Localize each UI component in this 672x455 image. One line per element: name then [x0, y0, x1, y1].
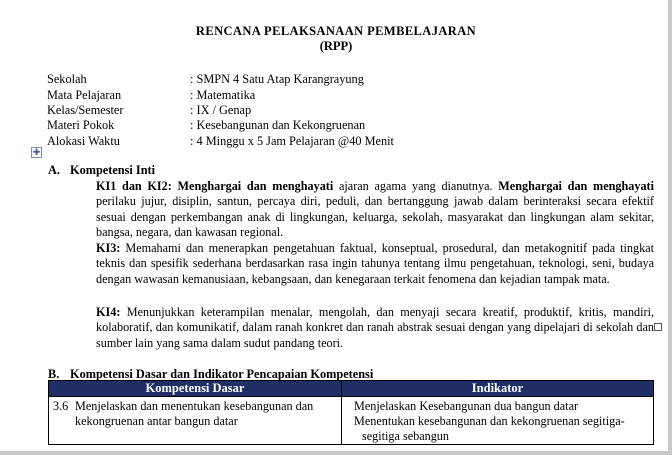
table-row [49, 397, 654, 445]
kd-text: Menjelaskan dan menentukan kesebangunan dan kekongruenan antar bangun datar [75, 399, 314, 428]
identity-value: : 4 Minggu x 5 Jam Pelajaran @40 Menit [190, 134, 394, 148]
identity-row-class [47, 102, 251, 118]
ki12-emphasis-2: Menghargai dan menghayati [498, 179, 654, 193]
ki12-emphasis-1: Menghargai dan menghayati [177, 179, 334, 193]
kd-cell [49, 397, 342, 445]
indicator-item: Menentukan kesebangunan dan kekongruenan segitiga- [354, 414, 625, 428]
section-number: A. [48, 163, 60, 177]
kd-indicator-table [48, 380, 654, 445]
indicator-item: Menjelaskan Kesebangunan dua bangun datar [354, 399, 579, 413]
identity-value: : Matematika [190, 88, 256, 102]
ki1-ki2-paragraph [96, 179, 654, 240]
identity-label: Alokasi Waktu [47, 134, 120, 148]
identity-row-school [47, 71, 364, 87]
ki3-label: KI3: [96, 241, 121, 255]
cell-end-marker [654, 323, 662, 331]
header-indikator: Indikator [342, 381, 654, 397]
identity-row-topic [47, 117, 365, 133]
section-title: Kompetensi Dasar dan Indikator Pencapaian Kompetensi [70, 367, 374, 381]
section-number: B. [48, 367, 60, 381]
table-header-row [49, 381, 654, 397]
table-move-handle-icon[interactable]: ✚ [32, 147, 41, 157]
indicator-cell [342, 397, 654, 445]
identity-label: Materi Pokok [47, 118, 115, 132]
identity-label: Sekolah [47, 72, 87, 86]
identity-label: Mata Pelajaran [47, 88, 122, 102]
identity-value: : Kesebangunan dan Kekongruenan [190, 118, 366, 132]
identity-row-time [47, 133, 394, 149]
identity-value: : IX / Genap [190, 103, 252, 117]
kd-number: 3.6 [53, 399, 69, 413]
ki12-text-1: ajaran agama yang dianutnya. [338, 179, 493, 193]
document-title: RENCANA PELAKSANAAN PEMBELAJARAN [195, 24, 477, 38]
ki3-text: Memahami dan menerapkan pengetahuan faktual, konseptual, prosedural, dan metakognitif pada tingkat teknis dan spesifik sederhana berdasarkan rasa ingin tahunya tentang ilmu pengetahuan, teknologi, seni, budaya dengan wawasan kemanusiaan, kebangsaan, dan kenegaraan terkait fenomena dan kejadian tampak mata. [96, 241, 655, 286]
ki4-label: KI4: [96, 305, 121, 319]
ki4-paragraph [96, 305, 654, 351]
ki4-text: Menunjukkan keterampilan menalar, mengolah, dan menyaji secara kreatif, produktif, kritis, mandiri, kolaboratif, dan komunikatif, dalam ranah konkret dan ranah abstrak sesuai dengan yang dipelajari di sekolah dan sumber lain yang sama dalam sudut pandang teori. [96, 305, 655, 350]
identity-row-subject [47, 87, 255, 103]
section-title: Kompetensi Inti [70, 163, 156, 177]
identity-value: : SMPN 4 Satu Atap Karangrayung [190, 72, 364, 86]
document-subtitle: (RPP) [319, 39, 353, 53]
ki3-paragraph [96, 241, 654, 287]
identity-label: Kelas/Semester [47, 103, 124, 117]
ki12-label: KI1 dan KI2: [96, 179, 172, 193]
header-kompetensi-dasar: Kompetensi Dasar [49, 381, 342, 397]
indicator-item-continued: segitiga sebangun [362, 429, 449, 443]
ki12-text-2: perilaku jujur, disiplin, santun, percaya diri, peduli, dan bertanggung jawab dalam berinteraksi secara efektif sesuai dengan perkembangan anak di lingkungan, keluarga, sekolah, masyarakat dan lingkungan alam sekitar, bangsa, negara, dan kawasan regional. [96, 194, 654, 239]
section-a-heading [48, 163, 155, 178]
